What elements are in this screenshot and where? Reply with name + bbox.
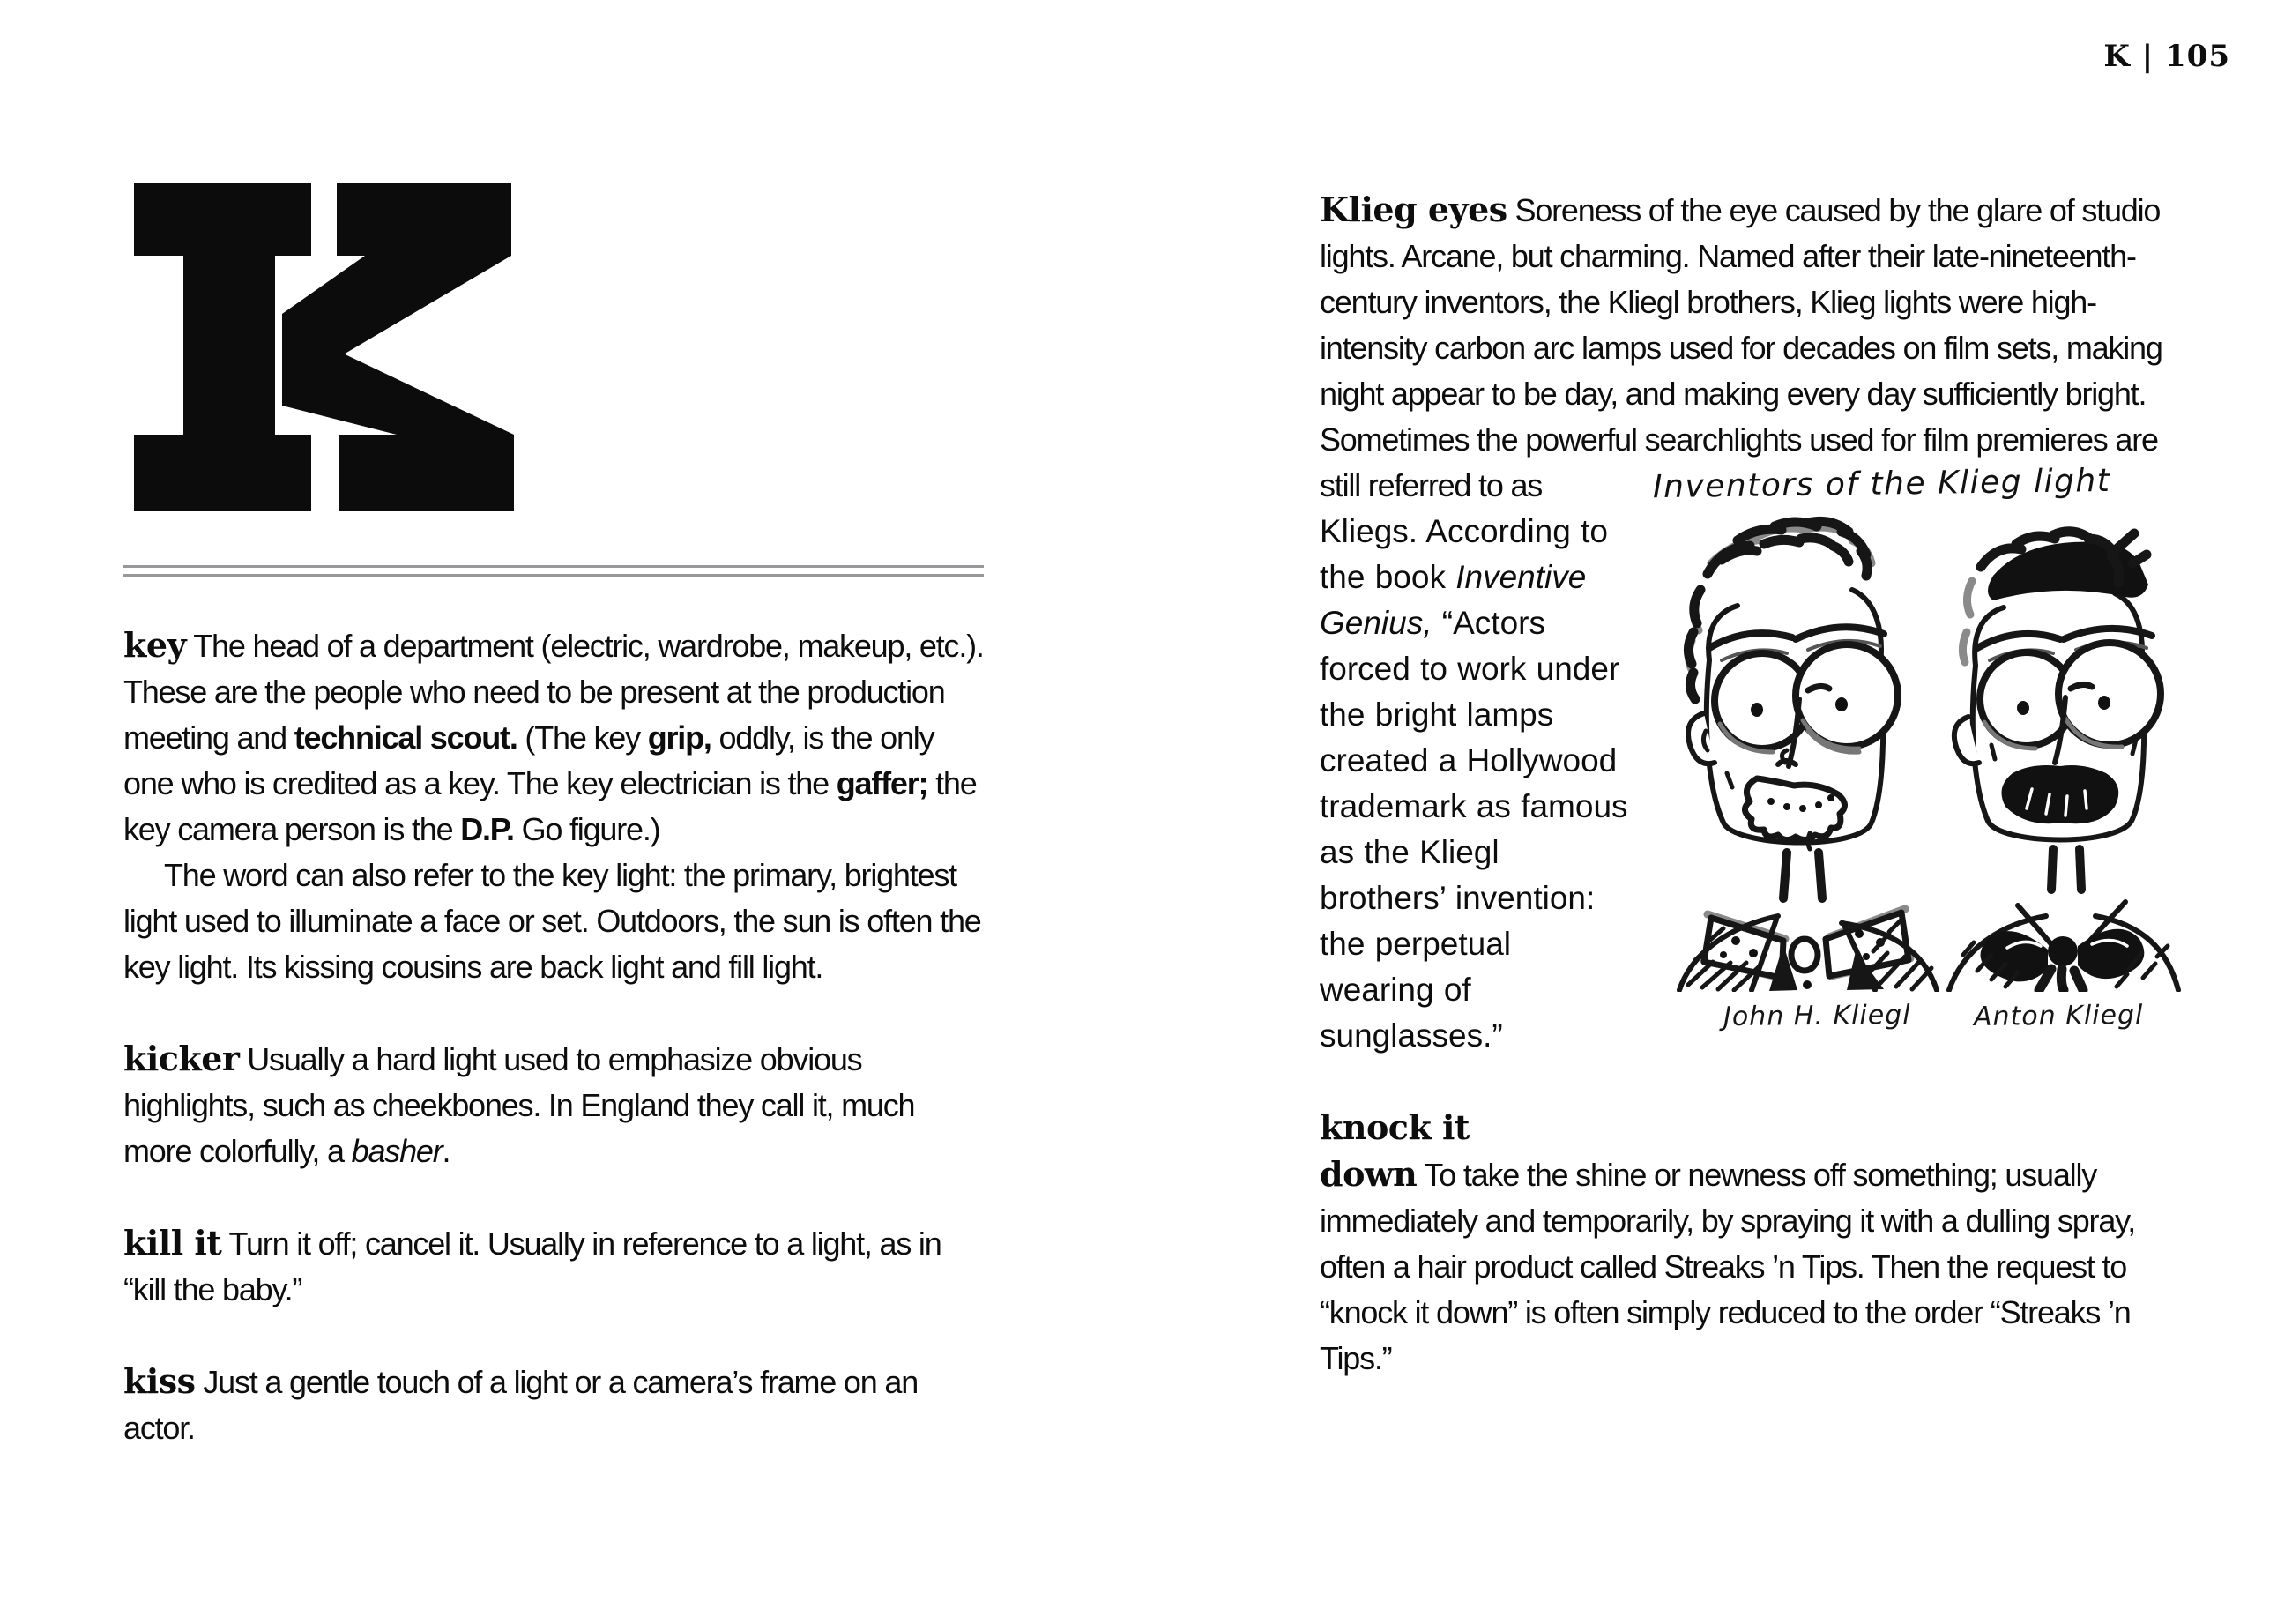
entry-klieg-eyes-italic-inventive-genius: Inventive Genius,: [1320, 559, 1587, 641]
headword-kiss: kiss: [123, 1361, 196, 1401]
caption-anton-kliegl: Anton Kliegl: [1973, 999, 2144, 1033]
entry-key-bold-gaffer: gaffer;: [836, 765, 928, 801]
headword-klieg-eyes: Klieg eyes: [1320, 190, 1507, 229]
entry-kill-it-text: Turn it off; cancel it. Usually in reference to a light, as in “kill the baby.”: [123, 1225, 941, 1307]
entry-key: [123, 622, 986, 990]
headword-key: key: [123, 625, 187, 665]
headword-kicker: kicker: [123, 1039, 240, 1078]
entry-klieg-eyes-text-wide: “Actors forced to work under the bright lamps created a Hollywood trademark as famous as the Kliegl brothers’ invention: the perpetual wearing of sunglasses.”: [1320, 605, 1628, 1054]
entry-key-bold-dp: D.P.: [460, 811, 514, 847]
entry-kicker: [123, 1036, 986, 1174]
left-column: [123, 622, 986, 1451]
entry-klieg-eyes-text-wide: Kliegs. According to the book: [1320, 513, 1608, 595]
figure-anton-kliegl: [1949, 532, 2178, 992]
entry-key-text: the key camera person is the: [123, 765, 977, 847]
caption-john-kliegl: John H. Kliegl: [1723, 999, 1911, 1033]
section-letter-k: [134, 183, 514, 511]
entry-knock-it-down-text: To take the shine or newness off something; usually immediately and temporarily, by spraying it with a dulling spray, often a hair product called Streaks ’n Tips. Then the request to “knock it down” is often simply reduced to the order “Streaks ’n Tips.”: [1320, 1157, 2136, 1376]
entry-key-text: Go figure.): [513, 811, 660, 847]
entry-knock-it-down-paragraph: [1320, 1105, 2182, 1382]
klieg-brothers-illustration: [1652, 462, 2182, 1039]
entry-key-bold-grip: grip,: [647, 719, 711, 756]
headword-kill-it: kill it: [123, 1223, 222, 1263]
entry-key-text: oddly, is the only one who is credited as a key. The key electrician is the: [123, 719, 934, 801]
entry-kicker-italic-basher: basher: [351, 1133, 443, 1169]
illustration-captions: [1653, 994, 2182, 1039]
entry-klieg-eyes: [1320, 187, 2182, 1059]
entry-kicker-text: .: [442, 1133, 450, 1169]
entry-kill-it-paragraph: [123, 1220, 986, 1313]
figure-john-kliegl: [1679, 521, 1937, 991]
entry-key-text: (The key: [517, 719, 648, 756]
entry-kicker-text: Usually a hard light used to emphasize obvious highlights, such as cheekbones. In England they call it, much more colorfully, a: [123, 1041, 915, 1169]
entry-key-paragraph-1: [123, 622, 986, 853]
entry-knock-it-down: [1320, 1105, 2182, 1382]
section-divider-rule: [123, 565, 984, 577]
entry-kicker-paragraph: [123, 1036, 986, 1174]
entry-kiss: [123, 1359, 986, 1451]
entry-kiss-paragraph: [123, 1359, 986, 1451]
k-leg: [282, 324, 514, 511]
page-number-header: K | 105: [2103, 39, 2230, 74]
entry-klieg-eyes-text: still referred to as: [1320, 467, 1543, 503]
headword-knock-it-down-line1: knock it: [1320, 1107, 1470, 1147]
entry-kill-it: [123, 1220, 986, 1313]
illustration-title: Inventors of the Klieg light: [1652, 462, 2111, 506]
entry-key-bold-technical-scout: technical scout.: [294, 719, 517, 756]
entry-klieg-eyes-paragraph: [1320, 187, 2182, 1059]
entry-klieg-eyes-text: Soreness of the eye caused by the glare of studio lights. Arcane, but charming. Named after their late-nineteenth-century inventors, the Kliegl brothers, Klieg lights were high-intensity carbon arc lamps used for decades on film sets, making night appear to be day, and making every day sufficiently bright. Sometimes the powerful searchlights used for film premieres are: [1320, 192, 2162, 458]
entry-kiss-text: Just a gentle touch of a light or a camera’s frame on an actor.: [123, 1364, 919, 1446]
headword-knock-it-down-line2: down: [1320, 1154, 1418, 1194]
right-column: [1320, 187, 2182, 1382]
entry-key-text: The head of a department (electric, wardrobe, makeup, etc.). These are the people who need to be present at the production meeting and: [123, 628, 984, 756]
entry-key-paragraph-2: The word can also refer to the key light: the primary, brightest light used to illuminate a face or set. Outdoors, the sun is often the key light. Its kissing cousins are back light and fill light.: [123, 857, 981, 985]
klieg-brothers-drawing: [1653, 509, 2182, 992]
